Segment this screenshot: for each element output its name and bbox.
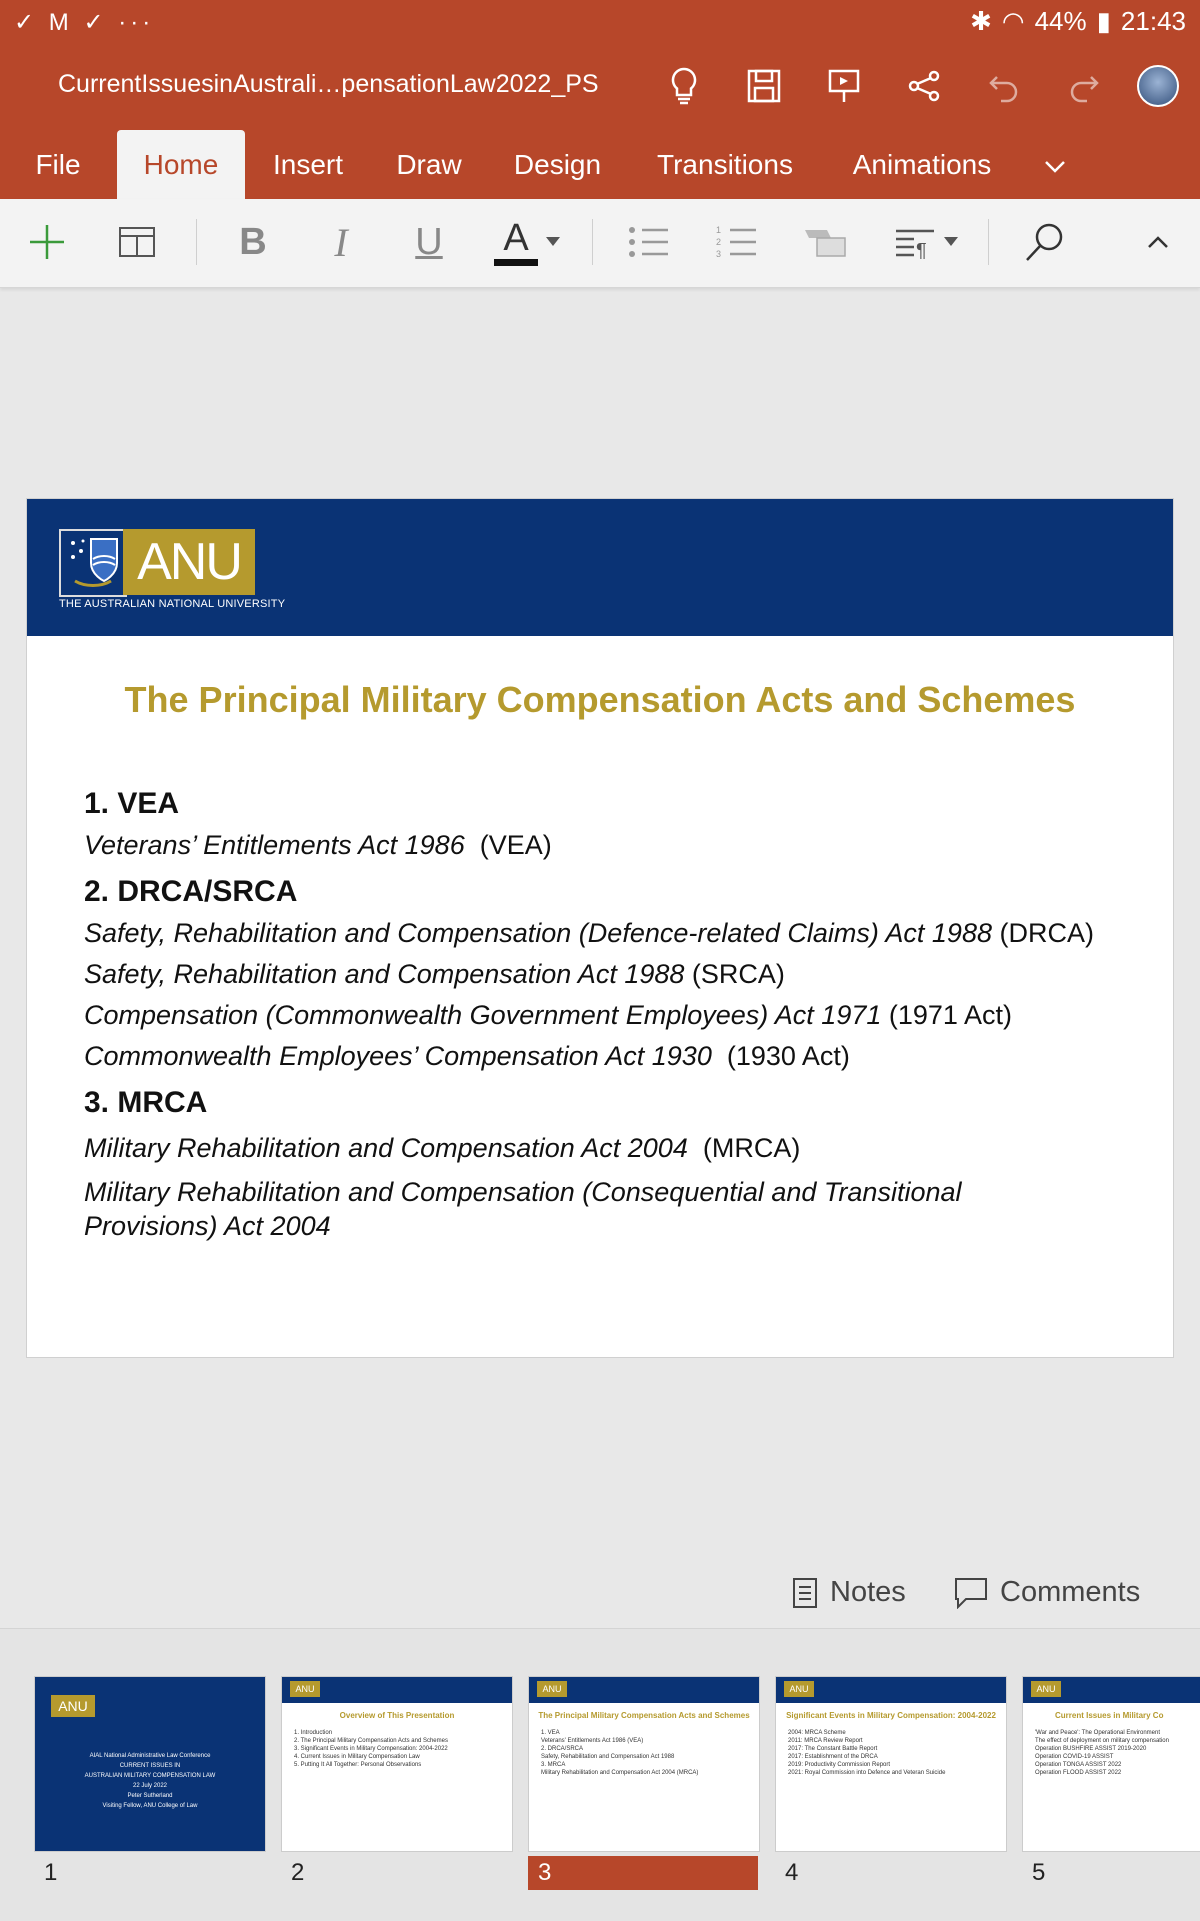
tab-transitions[interactable]: Transitions — [657, 149, 793, 180]
slide-thumbnail[interactable] — [34, 1676, 266, 1852]
title-bar — [0, 44, 1200, 130]
present-icon[interactable] — [822, 64, 866, 108]
act-name: Provisions) Act 2004 — [84, 1211, 331, 1241]
comments-label: Comments — [1000, 1576, 1141, 1608]
slide-thumbnail[interactable] — [528, 1676, 760, 1852]
clock: 21:43 — [1120, 6, 1186, 36]
toolbar-divider — [592, 219, 593, 265]
tab-design[interactable]: Design — [513, 149, 602, 180]
slide-number: 1 — [44, 1859, 58, 1886]
thumbnail-title: Significant Events in Military Compensation: 2004-2022 — [786, 1711, 996, 1720]
act-name: Military Rehabilitation and Compensation (Consequential and Transitional — [84, 1177, 962, 1207]
font-color-button[interactable]: A — [494, 217, 538, 266]
act-name: Commonwealth Employees’ Compensation Act 1930 — [84, 1041, 712, 1071]
act-abbrev: (1971 Act) — [881, 1000, 1012, 1030]
slide-title[interactable]: The Principal Military Compensation Acts and Schemes — [124, 679, 1076, 720]
tab-file[interactable]: File — [35, 149, 81, 180]
thumbnail-logo: ANU — [1031, 1681, 1061, 1697]
act-line[interactable] — [84, 959, 785, 990]
svg-text:1: 1 — [716, 225, 722, 235]
slide-thumbnail[interactable] — [1022, 1676, 1200, 1852]
act-line[interactable] — [84, 1041, 850, 1072]
italic-button[interactable]: I — [334, 219, 348, 265]
act-line[interactable] — [84, 918, 1094, 949]
act-name: Safety, Rehabilitation and Compensation (Defence-related Claims) Act 1988 — [84, 918, 992, 948]
act-name: Military Rehabilitation and Compensation Act 2004 — [84, 1133, 688, 1163]
act-abbrev: (SRCA) — [684, 959, 785, 989]
notification-icons: ✓ M ✓ ··· — [14, 9, 155, 36]
section-heading-vea[interactable]: 1. VEA — [84, 787, 180, 820]
thumbnail-text: 'War and Peace': The Operational Environment The effect of deployment on military compensation Operation BUSHFIRE ASSIST 2019-2020 Operation COVID-19 ASSIST Operation TONGA ASSIST 2022 Operation FLOOD ASSIST 2022 — [1035, 1730, 1169, 1776]
toolbar-divider — [988, 219, 989, 265]
battery-percent: 44% — [1034, 6, 1087, 36]
act-line[interactable] — [84, 1177, 962, 1208]
svg-text:3: 3 — [716, 249, 722, 259]
notes-button[interactable] — [792, 1576, 906, 1609]
act-abbrev: (DRCA) — [991, 918, 1094, 948]
toolbar-divider — [196, 219, 197, 265]
thumbnail-title: Current Issues in Military Co — [1055, 1711, 1164, 1720]
status-bar — [0, 0, 1200, 44]
slide-header-banner — [27, 499, 1173, 636]
section-heading-mrca[interactable]: 3. MRCA — [84, 1086, 208, 1119]
bluetooth-icon: ✱ — [970, 6, 992, 36]
thumbnail-logo: ANU — [537, 1681, 567, 1697]
bullets-icon[interactable] — [624, 217, 674, 267]
tab-home[interactable]: Home — [117, 130, 245, 199]
paragraph-formatting-icon[interactable] — [890, 217, 940, 267]
notes-icon — [792, 1577, 818, 1609]
act-line[interactable] — [84, 1133, 800, 1164]
tell-me-lightbulb-icon[interactable] — [662, 64, 706, 108]
save-icon[interactable] — [742, 64, 786, 108]
numbering-icon[interactable] — [712, 217, 762, 267]
thumbnail-title: Overview of This Presentation — [339, 1711, 455, 1720]
slide-thumbnail[interactable] — [281, 1676, 513, 1852]
layout-icon[interactable] — [112, 217, 162, 267]
slide-canvas[interactable] — [26, 498, 1174, 1358]
tab-draw[interactable]: Draw — [396, 149, 462, 180]
act-line[interactable] — [84, 1211, 331, 1242]
slide-thumbnail[interactable] — [775, 1676, 1007, 1852]
avatar[interactable] — [1136, 64, 1180, 108]
anu-wordmark: ANU — [123, 529, 255, 595]
act-name: Safety, Rehabilitation and Compensation Act 1988 — [84, 959, 685, 989]
act-abbrev: (MRCA) — [687, 1133, 801, 1163]
slide-number-selected: 3 — [528, 1856, 758, 1890]
thumbnail-text: AIAL National Administrative Law Conference CURRENT ISSUES IN AUSTRALIAN MILITARY COMPENSATION LAW 22 July 2022 Peter Sutherland Visiting Fellow, ANU College of Law — [84, 1753, 216, 1809]
thumbnail-text: 1. Introduction 2. The Principal Military Compensation Acts and Schemes 3. Significant Events in Military Compensation: 2004-2022 4. Current Issues in Military Compensation Law 5. Putting It All Together: Personal Observations — [294, 1730, 448, 1768]
shape-fill-icon[interactable] — [800, 217, 850, 267]
thumbnail-logo: ANU — [290, 1681, 320, 1697]
slide-number: 2 — [291, 1859, 305, 1886]
comments-button[interactable] — [954, 1576, 1140, 1609]
thumbnail-logo: ANU — [784, 1681, 814, 1697]
new-slide-plus-icon[interactable] — [22, 217, 72, 267]
thumbnail-text: 2004: MRCA Scheme 2011: MRCA Review Report 2017: The Constant Battle Report 2017: Establishment of the DRCA 2019: Productivity Commission Report 2021: Royal Commission into Defence and Veteran Suicide — [788, 1730, 946, 1776]
act-abbrev: (1930 Act) — [711, 1041, 850, 1071]
section-heading-drca-srca[interactable]: 2. DRCA/SRCA — [84, 875, 298, 908]
undo-icon[interactable] — [982, 64, 1026, 108]
act-name: Veterans’ Entitlements Act 1986 — [84, 830, 465, 860]
act-line[interactable] — [84, 1000, 1012, 1031]
font-color-dropdown-icon[interactable] — [542, 217, 564, 267]
tab-animations[interactable]: Animations — [852, 149, 992, 180]
anu-crest-logo — [59, 529, 127, 597]
comment-icon — [954, 1577, 988, 1609]
document-title[interactable]: CurrentIssuesinAustrali…pensationLaw2022_PS — [58, 70, 599, 98]
thumbnail-text: 1. VEA Veterans' Entitlements Act 1986 (VEA) 2. DRCA/SRCA Safety, Rehabilitation and Compensation Act 1988 3. MRCA Military Rehabilitation and Compensation Act 2004 (MRCA) — [541, 1730, 699, 1776]
thumbnail-logo: ANU — [51, 1695, 95, 1717]
more-tabs-chevron-icon[interactable] — [1030, 130, 1080, 199]
ribbon-tabs — [0, 130, 1200, 199]
act-name: Compensation (Commonwealth Government Employees) Act 1971 — [84, 1000, 882, 1030]
slide-number: 5 — [1032, 1859, 1046, 1886]
tab-insert[interactable]: Insert — [272, 149, 344, 180]
act-line[interactable] — [84, 830, 552, 861]
university-name: THE AUSTRALIAN NATIONAL UNIVERSITY — [59, 598, 286, 610]
act-abbrev: (VEA) — [464, 830, 552, 860]
battery-icon: ▮ — [1096, 6, 1111, 36]
slide-number: 4 — [785, 1859, 799, 1886]
wifi-icon: ◠ — [1001, 6, 1025, 36]
notes-label: Notes — [830, 1576, 906, 1608]
find-search-icon[interactable] — [1020, 217, 1070, 267]
share-icon[interactable] — [902, 64, 946, 108]
paragraph-dropdown-icon[interactable] — [940, 217, 962, 267]
redo-icon[interactable] — [1062, 64, 1106, 108]
home-toolbar — [0, 199, 1200, 288]
thumbnail-title: The Principal Military Compensation Acts and Schemes — [538, 1711, 750, 1720]
underline-button[interactable]: U — [415, 220, 443, 263]
svg-text:2: 2 — [716, 237, 722, 247]
svg-text:¶: ¶ — [916, 240, 927, 259]
bold-button[interactable]: B — [239, 220, 267, 263]
collapse-ribbon-chevron-icon[interactable] — [1136, 217, 1180, 267]
